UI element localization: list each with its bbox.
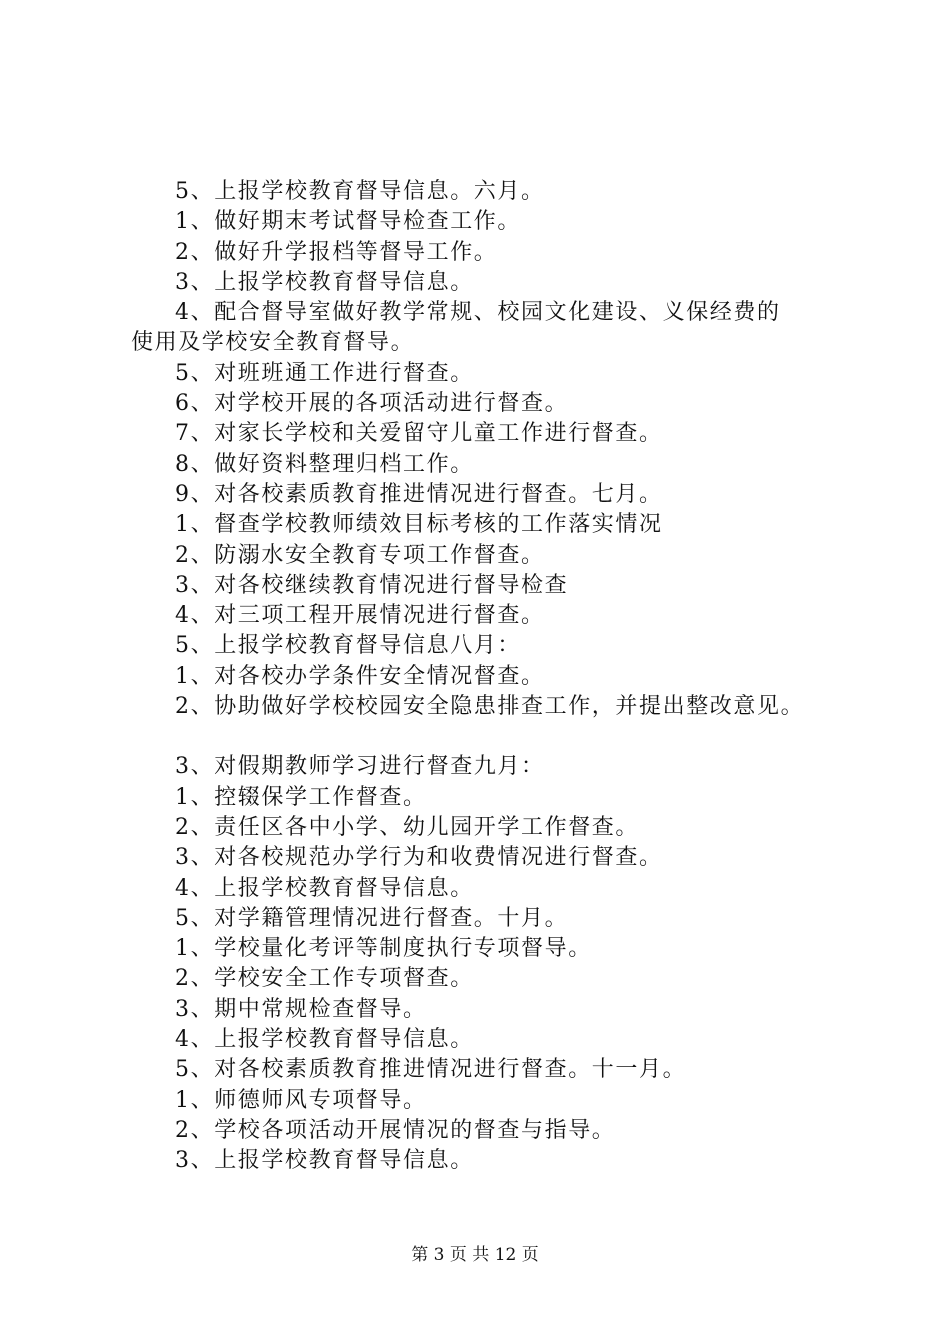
page-number-label: 第 3 页 共 12 页 — [411, 1245, 539, 1265]
text-line: 3、上报学校教育督导信息。 — [175, 269, 474, 295]
text-line: 8、做好资料整理归档工作。 — [175, 451, 474, 477]
text-line: 2、学校各项活动开展情况的督查与指导。 — [175, 1117, 616, 1143]
text-line: 4、对三项工程开展情况进行督查。 — [175, 603, 545, 629]
text-line: 2、责任区各中小学、幼儿园开学工作督查。 — [175, 814, 639, 840]
document-body — [131, 177, 851, 1177]
text-line: 5、对学籍管理情况进行督查。十月。 — [175, 905, 569, 931]
text-line: 2、防溺水安全教育专项工作督查。 — [175, 542, 545, 568]
text-line: 7、对家长学校和关爱留守儿童工作进行督查。 — [175, 421, 663, 447]
text-line: 4、上报学校教育督导信息。 — [175, 1027, 474, 1053]
page-footer — [0, 1244, 950, 1266]
text-line: 6、对学校开展的各项活动进行督查。 — [175, 391, 569, 417]
text-line: 5、上报学校教育督导信息。六月。 — [175, 179, 545, 204]
text-line: 1、督查学校教师绩效目标考核的工作落实情况 — [175, 512, 663, 538]
text-line: 2、学校安全工作专项督查。 — [175, 966, 474, 992]
text-line: 1、师德师风专项督导。 — [175, 1087, 427, 1113]
text-line: 3、期中常规检查督导。 — [175, 996, 427, 1022]
text-line: 5、上报学校教育督导信息八月： — [175, 633, 521, 659]
text-line: 2、协助做好学校校园安全隐患排查工作，并提出整改意见。 — [175, 694, 805, 720]
text-line: 5、对班班通工作进行督查。 — [175, 360, 474, 386]
text-line: 5、对各校素质教育推进情况进行督查。十一月。 — [175, 1057, 687, 1083]
text-line: 3、上报学校教育督导信息。 — [175, 1148, 474, 1174]
text-line: 3、对假期教师学习进行督查九月： — [175, 754, 545, 780]
text-line: 1、对各校办学条件安全情况督查。 — [175, 663, 545, 689]
text-line: 2、做好升学报档等督导工作。 — [175, 239, 498, 265]
text-line: 1、控辍保学工作督查。 — [175, 784, 427, 810]
text-line: 4、上报学校教育督导信息。 — [175, 875, 474, 901]
text-line: 9、对各校素质教育推进情况进行督查。七月。 — [175, 481, 663, 507]
text-line: 1、学校量化考评等制度执行专项督导。 — [175, 936, 592, 962]
text-line: 4、配合督导室做好教学常规、校园文化建设、义保经费的 — [175, 300, 781, 326]
text-line: 3、对各校规范办学行为和收费情况进行督查。 — [175, 845, 663, 871]
text-line-continuation: 使用及学校安全教育督导。 — [131, 330, 415, 356]
text-line: 1、做好期末考试督导检查工作。 — [175, 209, 521, 235]
text-line: 3、对各校继续教育情况进行督导检查 — [175, 572, 569, 598]
